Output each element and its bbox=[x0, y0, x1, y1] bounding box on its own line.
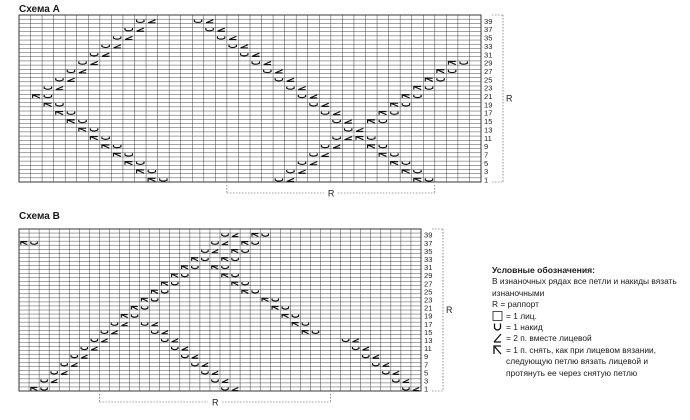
legend-item-slip bbox=[492, 345, 687, 379]
chart-b-row-number: 11 bbox=[424, 344, 432, 354]
chart-b-repeat-label-horizontal: R bbox=[211, 397, 219, 408]
slip-knit-pass-symbol-icon bbox=[492, 345, 503, 355]
chart-b-row-number: 21 bbox=[424, 303, 433, 313]
chart-a-row-number: 21 bbox=[484, 92, 493, 102]
chart-b-repeat-label-vertical: R bbox=[446, 305, 453, 315]
legend-text-k2tog: = 2 п. вместе лицевой bbox=[506, 333, 592, 344]
chart-b-row-number: 9 bbox=[424, 352, 429, 362]
legend-title: Условные обозначения: bbox=[492, 265, 595, 275]
legend-text-slip: = 1 п. снять, как при лицевом вязании, следующую петлю вязать лицевой и протянуть ее через снятую петлю bbox=[506, 344, 657, 378]
legend-item-yo bbox=[492, 322, 687, 333]
chart-b-row-number: 3 bbox=[424, 376, 429, 386]
legend-text-knit: = 1 лиц. bbox=[506, 310, 537, 321]
chart-a-row-number: 29 bbox=[484, 58, 493, 68]
chart-b-row-number: 13 bbox=[424, 335, 433, 345]
chart-a-repeat-label-horizontal: R bbox=[327, 188, 335, 199]
yarn-over-symbol-icon bbox=[492, 322, 503, 332]
chart-b-row-number: 5 bbox=[424, 368, 429, 378]
chart-b-row-number: 23 bbox=[424, 295, 433, 305]
chart-a-row-number: 1 bbox=[484, 175, 489, 185]
chart-b-row-number: 31 bbox=[424, 263, 433, 273]
legend-item-k2tog bbox=[492, 333, 687, 344]
chart-b-row-number: 35 bbox=[424, 246, 433, 256]
chart-b-row-number: 27 bbox=[424, 279, 433, 289]
legend-text-yo: = 1 накид bbox=[506, 322, 543, 333]
chart-b-row-number: 33 bbox=[424, 254, 433, 264]
chart-a-title: Схема А bbox=[19, 4, 60, 15]
legend-note: В изнаночных рядах все петли и накиды вязать изнаночными bbox=[492, 276, 677, 298]
legend-item-repeat bbox=[492, 299, 687, 310]
chart-a-row-number: 5 bbox=[484, 158, 489, 168]
chart-b-row-number: 29 bbox=[424, 271, 433, 281]
chart-a-row-number: 13 bbox=[484, 125, 493, 135]
knit-symbol-icon bbox=[492, 311, 503, 321]
chart-a-row-number: 35 bbox=[484, 33, 493, 43]
chart-b-row-number: 1 bbox=[424, 384, 429, 394]
chart-b-layer bbox=[19, 229, 453, 408]
chart-a-row-number: 19 bbox=[484, 100, 493, 110]
chart-a-row-number: 17 bbox=[484, 108, 493, 118]
chart-b-title: Схема В bbox=[19, 211, 60, 222]
chart-b-row-number: 15 bbox=[424, 327, 433, 337]
chart-a-row-number: 7 bbox=[484, 150, 489, 160]
chart-a-row-number: 15 bbox=[484, 117, 493, 127]
k2tog-symbol-icon bbox=[492, 333, 503, 343]
chart-a-row-number: 25 bbox=[484, 75, 493, 85]
chart-b-row-number: 17 bbox=[424, 319, 433, 329]
chart-b-row-number: 39 bbox=[424, 230, 433, 240]
chart-b-row-number: 19 bbox=[424, 311, 433, 321]
chart-a-row-number: 9 bbox=[484, 142, 489, 152]
chart-b-row-number: 37 bbox=[424, 238, 433, 248]
legend-item-knit bbox=[492, 311, 687, 322]
chart-a-row-number: 11 bbox=[484, 133, 492, 143]
legend-text-repeat: R = раппорт bbox=[492, 299, 539, 310]
chart-a-repeat-label-vertical: R bbox=[506, 93, 513, 104]
chart-a-row-number: 23 bbox=[484, 83, 493, 93]
chart-b-row-number: 7 bbox=[424, 360, 429, 370]
chart-a-row-number: 37 bbox=[484, 25, 493, 35]
chart-a-row-number: 39 bbox=[484, 16, 493, 26]
chart-a-row-number: 33 bbox=[484, 41, 493, 51]
chart-a-row-number: 3 bbox=[484, 167, 489, 177]
chart-b-row-number: 25 bbox=[424, 287, 433, 297]
chart-a-row-number: 27 bbox=[484, 66, 493, 76]
chart-a-row-number: 31 bbox=[484, 50, 493, 60]
legend bbox=[492, 265, 687, 379]
